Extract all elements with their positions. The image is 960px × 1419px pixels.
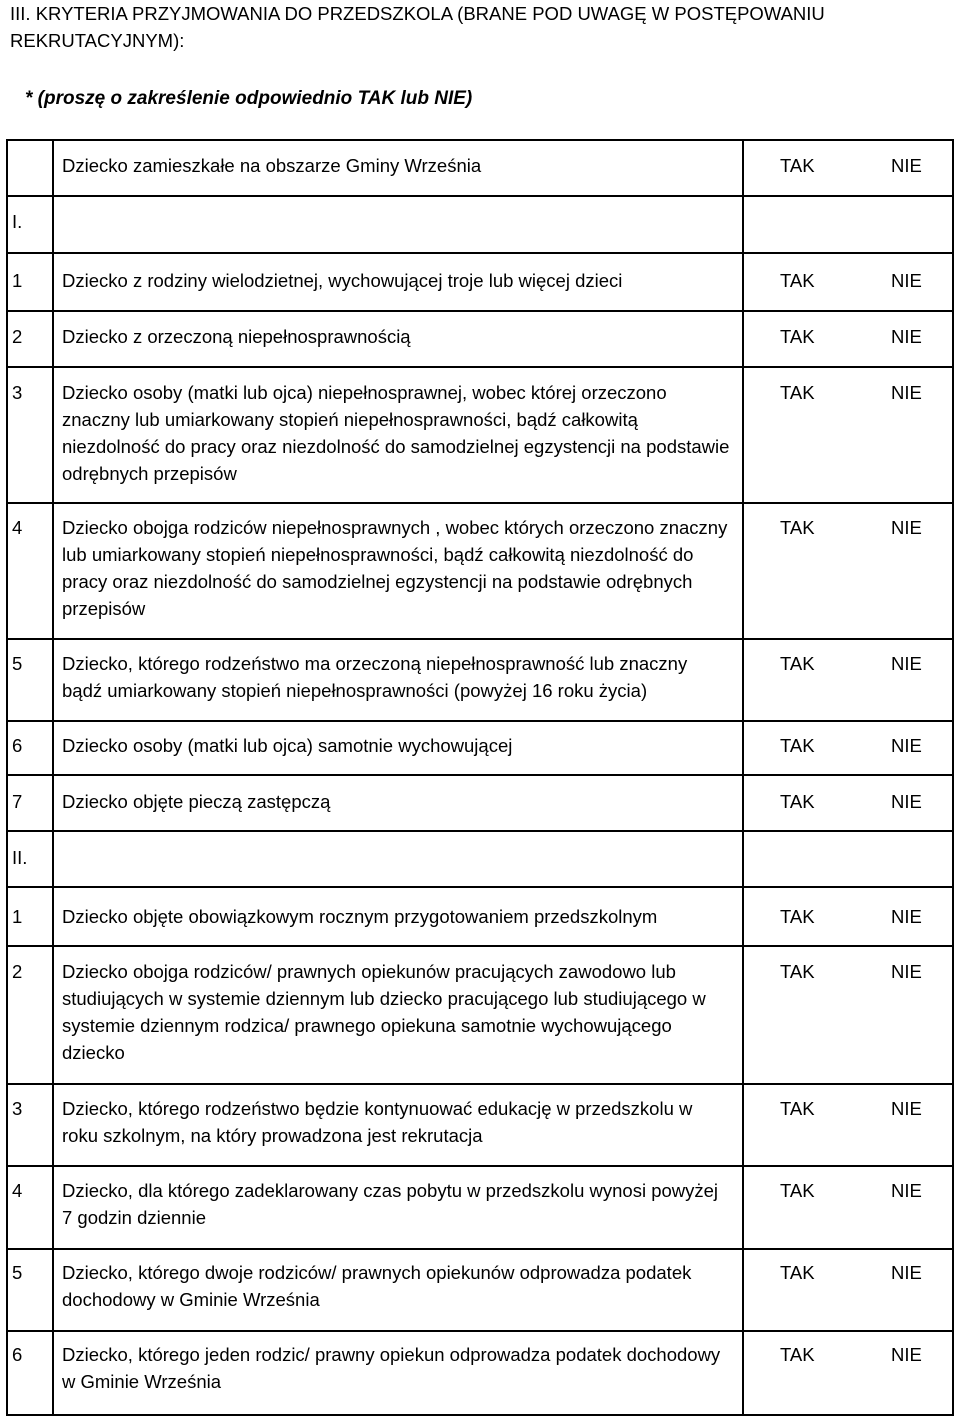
no-option[interactable]: NIE: [891, 791, 922, 812]
criterion-text: Dziecko, którego jeden rodzic/ prawny opiekun odprowadza podatek dochodowy w Gminie Września: [62, 1344, 721, 1392]
criterion-text: Dziecko objęte pieczą zastępczą: [62, 791, 331, 812]
no-option[interactable]: NIE: [891, 653, 922, 674]
yes-option[interactable]: TAK: [780, 1098, 815, 1119]
yes-option[interactable]: TAK: [780, 906, 815, 927]
no-option[interactable]: NIE: [891, 382, 922, 403]
criterion-text: Dziecko, którego dwoje rodziców/ prawnych opiekunów odprowadza podatek dochodowy w Gminie Września: [62, 1262, 692, 1310]
no-option[interactable]: NIE: [891, 517, 922, 538]
row-number: 3: [12, 1098, 23, 1119]
row-number: 1: [12, 270, 23, 291]
yes-option[interactable]: TAK: [780, 653, 815, 674]
criterion-text: Dziecko, którego rodzeństwo będzie kontynuować edukację w przedszkolu w roku szkolnym, na który prowadzona jest rekrutacja: [62, 1098, 693, 1146]
no-option[interactable]: NIE: [891, 961, 922, 982]
no-option[interactable]: NIE: [891, 1262, 922, 1283]
no-option[interactable]: NIE: [891, 1098, 922, 1119]
section-label: I.: [12, 211, 23, 232]
no-option[interactable]: NIE: [891, 155, 922, 176]
yes-option[interactable]: TAK: [780, 382, 815, 403]
row-number: 2: [12, 961, 23, 982]
no-option[interactable]: NIE: [891, 735, 922, 756]
yes-option[interactable]: TAK: [780, 1180, 815, 1201]
row-number: 1: [12, 906, 23, 927]
criterion-text: Dziecko obojga rodziców/ prawnych opiekunów pracujących zawodowo lub studiujących w systemie dziennym lub dziecko pracującego lub studiującego w systemie dziennym rodzica/ prawnego opiekuna samotnie wychowującego dziecko: [62, 961, 706, 1063]
yes-option[interactable]: TAK: [780, 517, 815, 538]
no-option[interactable]: NIE: [891, 326, 922, 347]
yes-option[interactable]: TAK: [780, 735, 815, 756]
row-number: 2: [12, 326, 23, 347]
row-number: 7: [12, 791, 23, 812]
yes-option[interactable]: TAK: [780, 326, 815, 347]
criterion-text: Dziecko, dla którego zadeklarowany czas pobytu w przedszkolu wynosi powyżej 7 godzin dziennie: [62, 1180, 719, 1228]
criterion-text: Dziecko objęte obowiązkowym rocznym przygotowaniem przedszkolnym: [62, 906, 658, 927]
row-number: 3: [12, 382, 23, 403]
criterion-residence-text: Dziecko zamieszkałe na obszarze Gminy Września: [62, 155, 482, 176]
row-number: 5: [12, 1262, 23, 1283]
yes-option[interactable]: TAK: [780, 791, 815, 812]
no-option[interactable]: NIE: [891, 270, 922, 291]
row-number: 5: [12, 653, 23, 674]
criterion-text: Dziecko z orzeczoną niepełnosprawnością: [62, 326, 411, 347]
row-number: 4: [12, 1180, 23, 1201]
no-option[interactable]: NIE: [891, 1180, 922, 1201]
section-label: II.: [12, 847, 28, 868]
yes-option[interactable]: TAK: [780, 1262, 815, 1283]
criterion-text: Dziecko obojga rodziców niepełnosprawnych , wobec których orzeczono znaczny lub umiarkowany stopień niepełnosprawności, bądź całkowitą niezdolność do pracy oraz niezdolność do samodzielnej egzystencji na podstawie odrębnych przepisów: [62, 517, 728, 619]
yes-option[interactable]: TAK: [780, 270, 815, 291]
criterion-text: Dziecko osoby (matki lub ojca) niepełnosprawnej, wobec której orzeczono znaczny lub umiarkowany stopień niepełnosprawności, bądź całkowitą niezdolność do pracy oraz niezdolność do samodzielnej egzystencji na podstawie odrębnych przepisów: [62, 382, 730, 484]
yes-option[interactable]: TAK: [780, 155, 815, 176]
criterion-text: Dziecko, którego rodzeństwo ma orzeczoną niepełnosprawność lub znaczny bądź umiarkowany stopień niepełnosprawności (powyżej 16 roku życia): [62, 653, 688, 701]
row-number: 4: [12, 517, 23, 538]
yes-option[interactable]: TAK: [780, 1344, 815, 1365]
section-heading: III. KRYTERIA PRZYJMOWANIA DO PRZEDSZKOLA (BRANE POD UWAGĘ W POSTĘPOWANIU REKRUTACYJNYM):: [10, 3, 825, 51]
row-number: 6: [12, 735, 23, 756]
row-number: 6: [12, 1344, 23, 1365]
instruction-note: * (proszę o zakreślenie odpowiednio TAK lub NIE): [25, 88, 473, 109]
yes-option[interactable]: TAK: [780, 961, 815, 982]
criterion-text: Dziecko z rodziny wielodzietnej, wychowującej troje lub więcej dzieci: [62, 270, 623, 291]
criterion-text: Dziecko osoby (matki lub ojca) samotnie wychowującej: [62, 735, 513, 756]
no-option[interactable]: NIE: [891, 906, 922, 927]
no-option[interactable]: NIE: [891, 1344, 922, 1365]
